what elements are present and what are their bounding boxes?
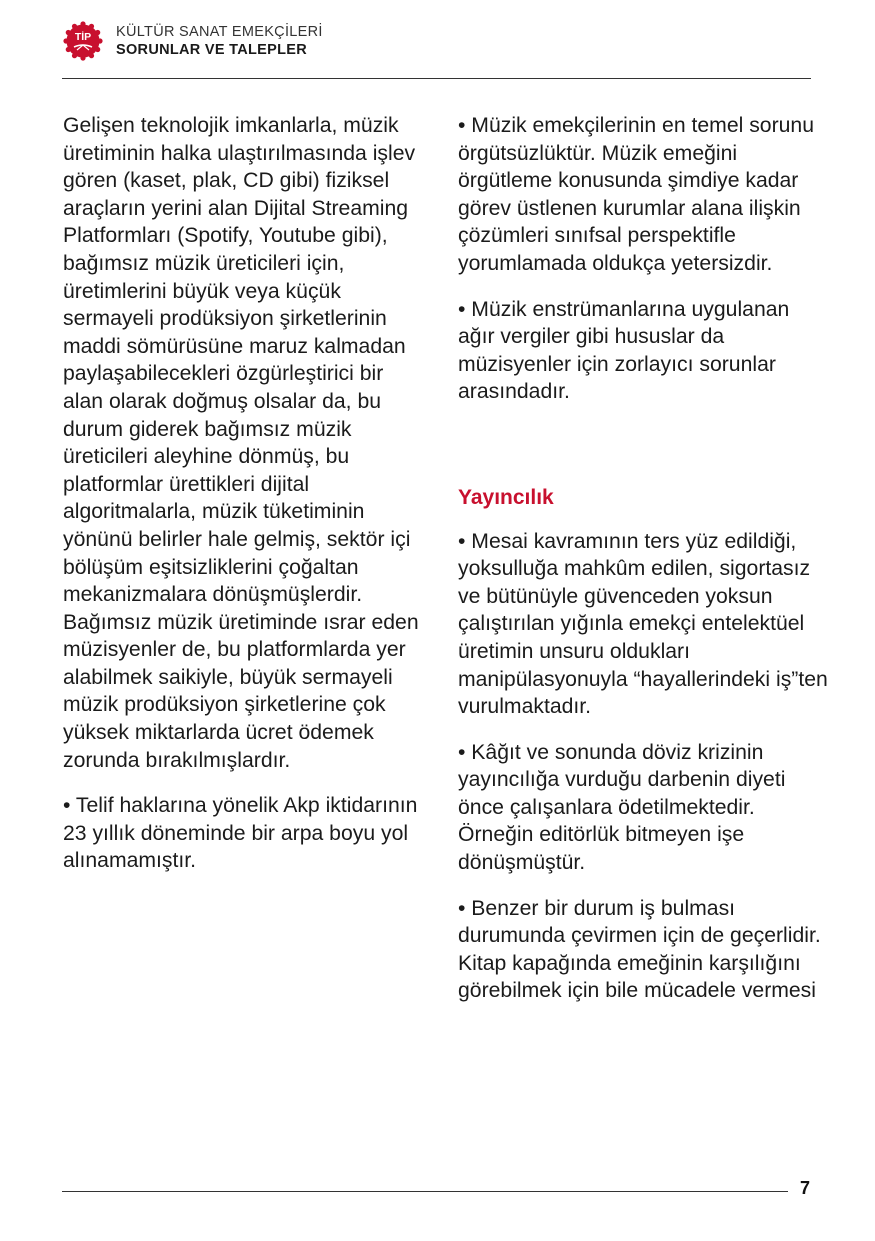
paragraph: Gelişen teknolojik imkanlarla, müzik üretiminin halka ulaştırılmasında işlev gören (kaset, plak, CD gibi) fiziksel araçların yerini alan Dijital Streaming Platformları (Spotify, Youtube gibi), bağımsız müzik üreticileri için, üretimlerini büyük veya küçük sermayeli prodüksiyon şirketlerinin maddi sömürüsüne maruz kalmadan paylaşabilecekleri özgürleştirici bir alan olarak doğmuş olsalar da, bu durum giderek bağımsız müzik üreticileri aleyhine dönmüş, bu platformlar ürettikleri dijital algoritmalarla, müzik tüketiminin yönünü belirler hale gelmiş, sektör içi bölüşüm eşitsizliklerini çoğaltan mekanizmalara dönüşmüşlerdir. Bağımsız müzik üretiminde ısrar eden müzisyenler de, bu platformlarda yer alabilmek saikiyle, büyük sermayeli müzik prodüksiyon şirketlerine çok yüksek miktarlarda ücret ödemek zorunda bırakılmışlardır.	[63, 114, 419, 772]
logo-text: TİP	[74, 31, 92, 43]
bullet-paragraph: • Müzik emekçilerinin en temel sorunu örgütsüzlüktür. Müzik emeğini örgütleme konusunda şimdiye kadar görev üstlenen kurumlar alana ilişkin çözümleri sınıfsal perspektifle yorumlamada oldukça yetersizdir.	[458, 114, 814, 275]
tip-logo-icon	[62, 20, 104, 62]
header-divider	[62, 78, 811, 79]
right-column	[458, 112, 828, 1023]
bullet-paragraph: • Kâğıt ve sonunda döviz krizinin yayıncılığa vurduğu darbenin diyeti önce çalışanlara ödetilmektedir. Örneğin editörlük bitmeyen işe dönüşmüştür.	[458, 740, 786, 875]
bullet-paragraph: • Mesai kavramının ters yüz edildiği, yoksulluğa mahkûm edilen, sigortasız ve bütünüyle güvenceden yoksun çalıştırılan yığınla emekçi entelektüel üretimin unsuru oldukları manipülasyonuyla “hayallerindeki iş”ten vurulmaktadır.	[458, 529, 828, 719]
document-subtitle: SORUNLAR VE TALEPLER	[116, 42, 308, 58]
org-name: KÜLTÜR SANAT EMEKÇİLERİ	[116, 24, 323, 40]
bullet-paragraph: • Müzik enstrümanlarına uygulanan ağır vergiler gibi hususlar da müzisyenler için zorlayıcı sorunlar arasındadır.	[458, 297, 790, 404]
page-header	[62, 16, 323, 66]
section-heading-yayincilik: Yayıncılık	[458, 485, 554, 509]
footer-divider	[62, 1191, 788, 1192]
left-column	[63, 112, 423, 893]
bullet-paragraph: • Telif haklarına yönelik Akp iktidarının 23 yıllık döneminde bir arpa boyu yol alınamamıştır.	[63, 794, 418, 873]
page-number: 7	[800, 1178, 811, 1198]
brand-block	[116, 23, 323, 59]
bullet-paragraph: • Benzer bir durum iş bulması durumunda çevirmen için de geçerlidir. Kitap kapağında emeğinin karşılığını görebilmek için bile mücadele vermesi	[458, 896, 821, 1003]
